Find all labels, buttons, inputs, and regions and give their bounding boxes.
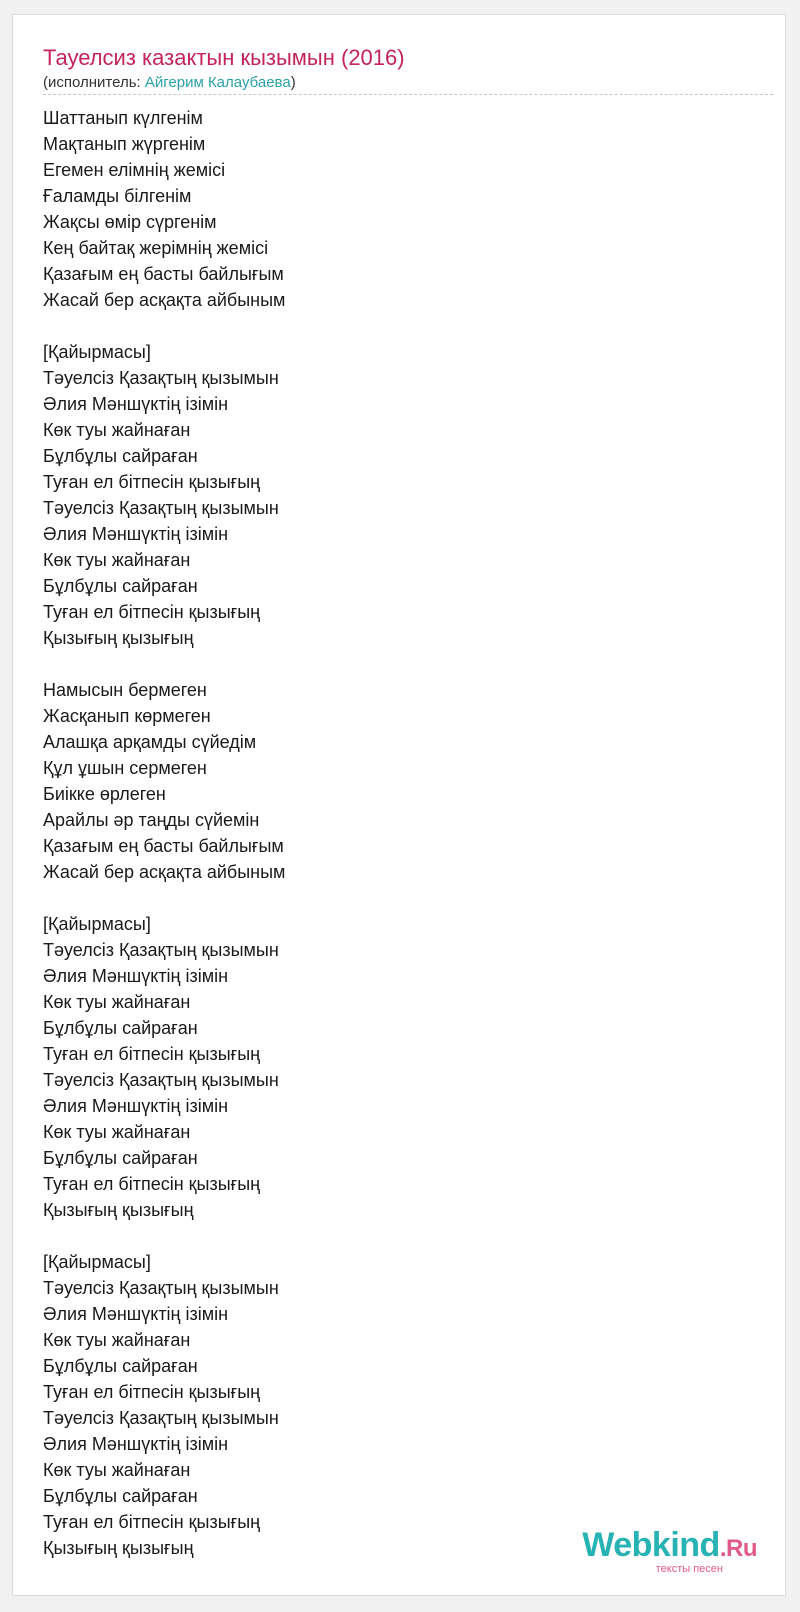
lyric-line: Қызығың қызығың	[43, 628, 194, 648]
lyric-line: Шаттанып күлгенім	[43, 108, 203, 128]
artist-line	[43, 73, 296, 93]
lyric-line: Құл ұшын сермеген	[43, 758, 207, 778]
lyric-line: Жасай бер асқақта айбыным	[43, 290, 286, 310]
lyric-line: Көк туы жайнаған	[43, 1460, 191, 1480]
lyric-line: Кең байтақ жерімнің жемісі	[43, 238, 269, 258]
lyric-line: [Қайырмасы]	[43, 342, 151, 362]
lyric-line: Биікке өрлеген	[43, 784, 166, 804]
lyric-line: Туған ел бітпесін қызығың	[43, 472, 261, 492]
lyrics-body	[43, 105, 763, 1561]
artist-link[interactable]: Айгерим Калаубаева	[144, 74, 291, 91]
lyric-line: Туған ел бітпесін қызығың	[43, 1174, 261, 1194]
lyric-line: Көк туы жайнаған	[43, 550, 191, 570]
logo-main-text: Webkind	[582, 1526, 720, 1564]
logo-tagline: тексты песен	[655, 1563, 723, 1575]
lyric-line: Арайлы әр таңды сүйемін	[43, 810, 260, 830]
lyric-line: Бұлбұлы сайраған	[43, 1356, 198, 1376]
lyric-line: Тәуелсіз Қазақтың қызымын	[43, 1408, 279, 1428]
lyric-line: Әлия Мәншүктің ізімін	[43, 966, 229, 986]
lyric-line: Тәуелсіз Қазақтың қызымын	[43, 368, 279, 388]
lyric-line: Әлия Мәншүктің ізімін	[43, 1304, 229, 1324]
lyrics-stanza	[43, 105, 763, 313]
lyric-line: Тәуелсіз Қазақтың қызымын	[43, 940, 279, 960]
lyric-line: Қазағым ең басты байлығым	[43, 264, 284, 284]
logo-wordmark	[582, 1527, 757, 1567]
lyric-line: Туған ел бітпесін қызығың	[43, 1382, 261, 1402]
lyric-line: Егемен елімнің жемісі	[43, 160, 226, 180]
lyric-line: Көк туы жайнаған	[43, 420, 191, 440]
lyric-line: Көк туы жайнаған	[43, 1330, 191, 1350]
lyric-line: Бұлбұлы сайраған	[43, 1148, 198, 1168]
logo-domain: .Ru	[719, 1535, 757, 1562]
lyrics-stanza	[43, 339, 763, 651]
lyrics-card	[12, 14, 786, 1596]
lyric-line: Қызығың қызығың	[43, 1538, 194, 1558]
lyrics-stanza	[43, 911, 763, 1223]
lyric-line: Тәуелсіз Қазақтың қызымын	[43, 1070, 279, 1090]
lyric-line: Әлия Мәншүктің ізімін	[43, 1434, 229, 1454]
lyric-line: Туған ел бітпесін қызығың	[43, 1044, 261, 1064]
lyric-line: Жақсы өмір сүргенім	[43, 212, 217, 232]
artist-prefix: (исполнитель:	[43, 74, 145, 91]
lyric-line: Қазағым ең басты байлығым	[43, 836, 284, 856]
lyric-line: [Қайырмасы]	[43, 914, 151, 934]
lyric-line: Мақтанып жүргенім	[43, 134, 206, 154]
lyric-line: Ғаламды білгенім	[43, 186, 192, 206]
lyric-line: [Қайырмасы]	[43, 1252, 151, 1272]
lyric-line: Көк туы жайнаған	[43, 992, 191, 1012]
title-divider	[43, 94, 773, 95]
lyric-line: Намысын бермеген	[43, 680, 207, 700]
lyric-line: Алашқа арқамды сүйедім	[43, 732, 257, 752]
lyric-line: Көк туы жайнаған	[43, 1122, 191, 1142]
lyric-line: Әлия Мәншүктің ізімін	[43, 524, 229, 544]
lyric-line: Бұлбұлы сайраған	[43, 1018, 198, 1038]
lyrics-stanza	[43, 677, 763, 885]
lyric-line: Бұлбұлы сайраған	[43, 576, 198, 596]
lyric-line: Тәуелсіз Қазақтың қызымын	[43, 498, 279, 518]
lyric-line: Әлия Мәншүктің ізімін	[43, 394, 229, 414]
lyric-line: Қызығың қызығың	[43, 1200, 194, 1220]
artist-suffix: )	[290, 74, 296, 91]
song-title: Тауелсиз казактын кызымын (2016)	[43, 45, 405, 70]
lyrics-stanza	[43, 1249, 763, 1561]
lyric-line: Бұлбұлы сайраған	[43, 446, 198, 466]
lyric-line: Жасқанып көрмеген	[43, 706, 211, 726]
lyric-line: Туған ел бітпесін қызығың	[43, 602, 261, 622]
lyric-line: Тәуелсіз Қазақтың қызымын	[43, 1278, 279, 1298]
lyric-line: Әлия Мәншүктің ізімін	[43, 1096, 229, 1116]
lyric-line: Жасай бер асқақта айбыным	[43, 862, 286, 882]
site-logo[interactable]	[582, 1527, 757, 1575]
lyric-line: Бұлбұлы сайраған	[43, 1486, 198, 1506]
lyric-line: Туған ел бітпесін қызығың	[43, 1512, 261, 1532]
